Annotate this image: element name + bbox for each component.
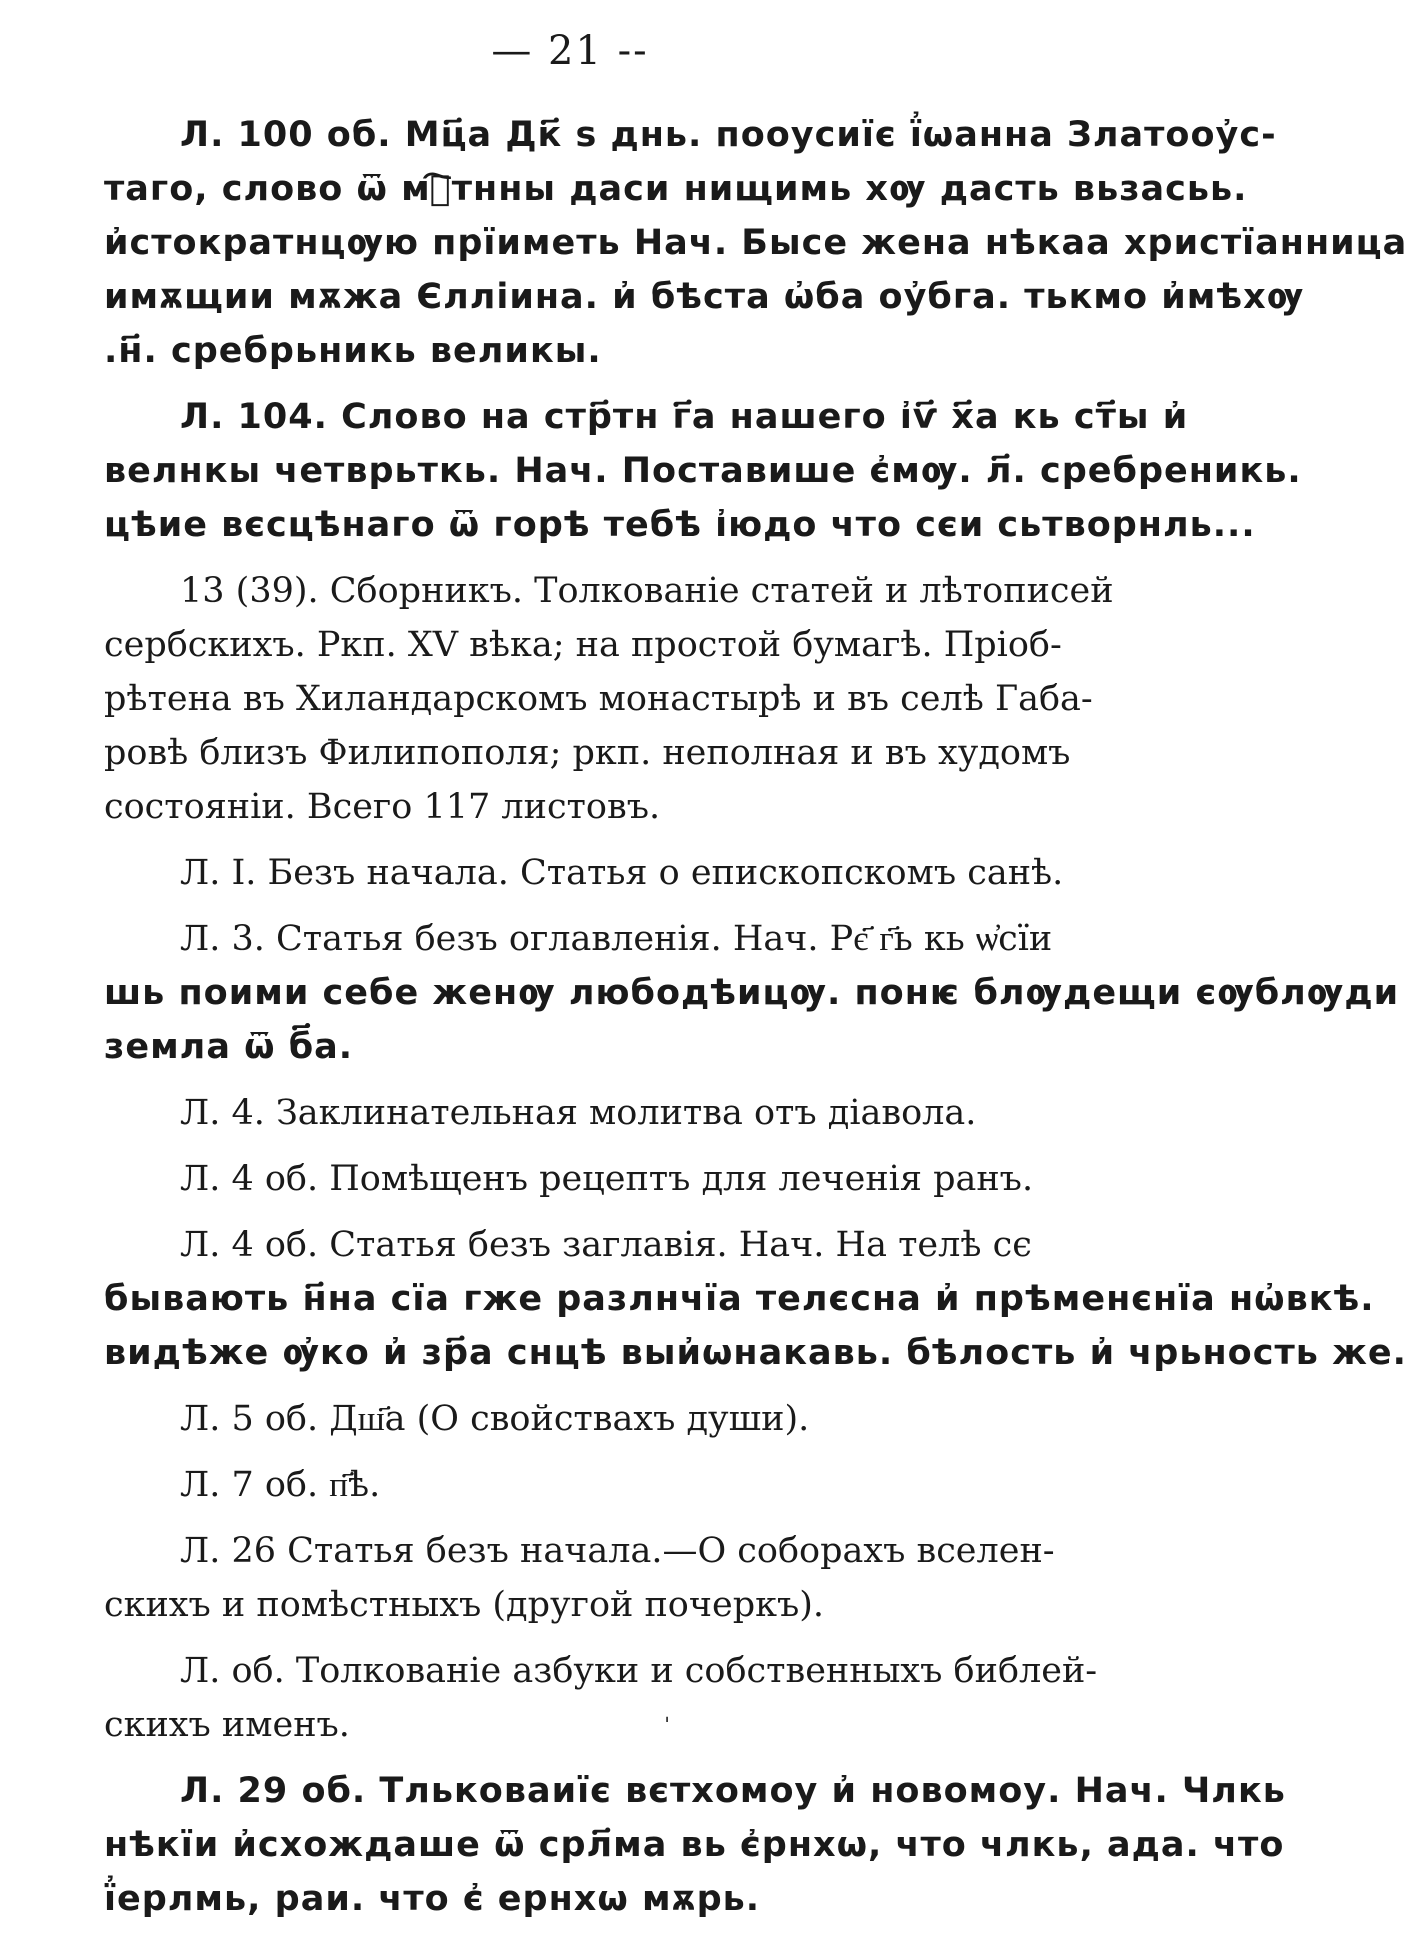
text-line: видѣже ѹ҆ко и҆ зр҃а снцѣ выи҆ѡнакавь. бѣлость и҆ чрьность же. xyxy=(104,1333,1407,1373)
text-line: Л. 29 об. Тльковаиїє вєтхомоу и҆ новомоу. Нач. Члкь xyxy=(180,1771,1286,1811)
entry-leaf-4v-article xyxy=(104,1218,1407,1380)
text-line: Л. 4. Заклинательная молитва отъ діавола. xyxy=(180,1093,977,1133)
text-line: скихъ и помѣстныхъ (другой почеркъ). xyxy=(104,1585,825,1625)
entry-leaf-1 xyxy=(104,846,1064,900)
entry-leaf-3 xyxy=(104,912,1400,1074)
entry-leaf-4v-recipe xyxy=(104,1152,1064,1206)
text-line: и҆стократнцѹю прїиметь Нач. Бысе жена нѣкаа христїанница xyxy=(104,223,1407,263)
text-line: ровѣ близъ Филипополя; ркп. неполная и въ худомъ xyxy=(104,733,1071,773)
text-line: ї҆ерлмь, раи. что є҆ ернхѡ мѫрь. xyxy=(104,1879,761,1919)
text-line: цѣие вєсцѣнаго ѿ горѣ тебѣ і҆юдо что сєи сьтворнль... xyxy=(104,505,1256,545)
text-line: земла ѿ б҃а. xyxy=(104,1027,354,1067)
text-line: Л. І. Безъ начала. Статья о епископскомъ санѣ. xyxy=(180,853,1064,893)
text-line: Л. 7 об. п҃ѣ. xyxy=(180,1465,381,1505)
text-line: .н҃. сребрьникь великы. xyxy=(104,331,602,371)
text-line: Л. 3. Статья безъ оглавленія. Нач. Рє҃ г҃ь кь ѡ҆сїи xyxy=(180,919,1053,959)
text-line: Л. 5 об. Дш҃а (О свойствахъ души). xyxy=(180,1399,810,1439)
text-line: Л. 100 об. Мц҃а Дк҃ ѕ днь. пооусиїє ї҆ѡанна Златооу҆с- xyxy=(180,115,1277,155)
text-line: таго, слово ѿ мⷭ҇тнны даси нищимь хѹ дасть вьзасьь. xyxy=(104,169,1248,209)
text-line: сербскихъ. Ркп. XV вѣка; на простой бумагѣ. Пріоб- xyxy=(104,625,1062,665)
text-line: скихъ именъ. xyxy=(104,1705,350,1745)
text-line: нѣкїи и҆схождаше ѿ срл҃ма вь є҆рнхѡ, что члкь, ада. что xyxy=(104,1825,1285,1865)
entry-leaf-26 xyxy=(104,1524,1064,1632)
entry-leaf-29v xyxy=(104,1764,1286,1926)
entry-leaf-104 xyxy=(104,390,1302,552)
manuscript-13-description xyxy=(104,564,1114,834)
text-line: Л. 4 об. Помѣщенъ рецептъ для леченія ранъ. xyxy=(180,1159,1034,1199)
text-line: бывають н҃на сїа гже разлнчїа телєсна и҆ прѣменєнїа нѡ҆вкѣ. xyxy=(104,1279,1375,1319)
page-number: — 21 -- xyxy=(491,28,649,74)
text-line: 13 (39). Сборникъ. Толкованіе статей и лѣтописей xyxy=(180,571,1114,611)
entry-leaf-7v xyxy=(104,1458,1064,1512)
entry-leaf-4 xyxy=(104,1086,1064,1140)
text-line: имѫщии мѫжа Єлліина. и҆ бѣста ѡ҆ба оу҆бга. тькмо и҆мѣхѹ xyxy=(104,277,1305,317)
entry-leaf-100v xyxy=(104,108,1407,378)
text-line: рѣтена въ Хиландарскомъ монастырѣ и въ селѣ Габа- xyxy=(104,679,1093,719)
text-line: велнкы четврьткь. Нач. Поставише є҆мѹ. л҃. сребреникь. xyxy=(104,451,1302,491)
text-line: Л. 26 Статья безъ начала.—О соборахъ вселен- xyxy=(180,1531,1055,1571)
text-block xyxy=(104,108,1407,1938)
stray-ink-mark: ˌ xyxy=(664,1700,671,1725)
text-line: Л. об. Толкованіе азбуки и собственныхъ библей- xyxy=(180,1651,1098,1691)
text-line: Л. 4 об. Статья безъ заглавія. Нач. На телѣ сє xyxy=(180,1225,1032,1265)
text-line: шь поими себе женѹ любодѣицѹ. понѥ блѹдещи єѹблѹди xyxy=(104,973,1400,1013)
text-line: Л. 104. Слово на стр҃тн г҃а нашего і҆ѵ҃ х҃а кь ст҃ы и҆ xyxy=(180,397,1189,437)
text-line: состояніи. Всего 117 листовъ. xyxy=(104,787,661,827)
entry-leaf-5v xyxy=(104,1392,1064,1446)
entry-leaf-alphabet xyxy=(104,1644,1098,1752)
